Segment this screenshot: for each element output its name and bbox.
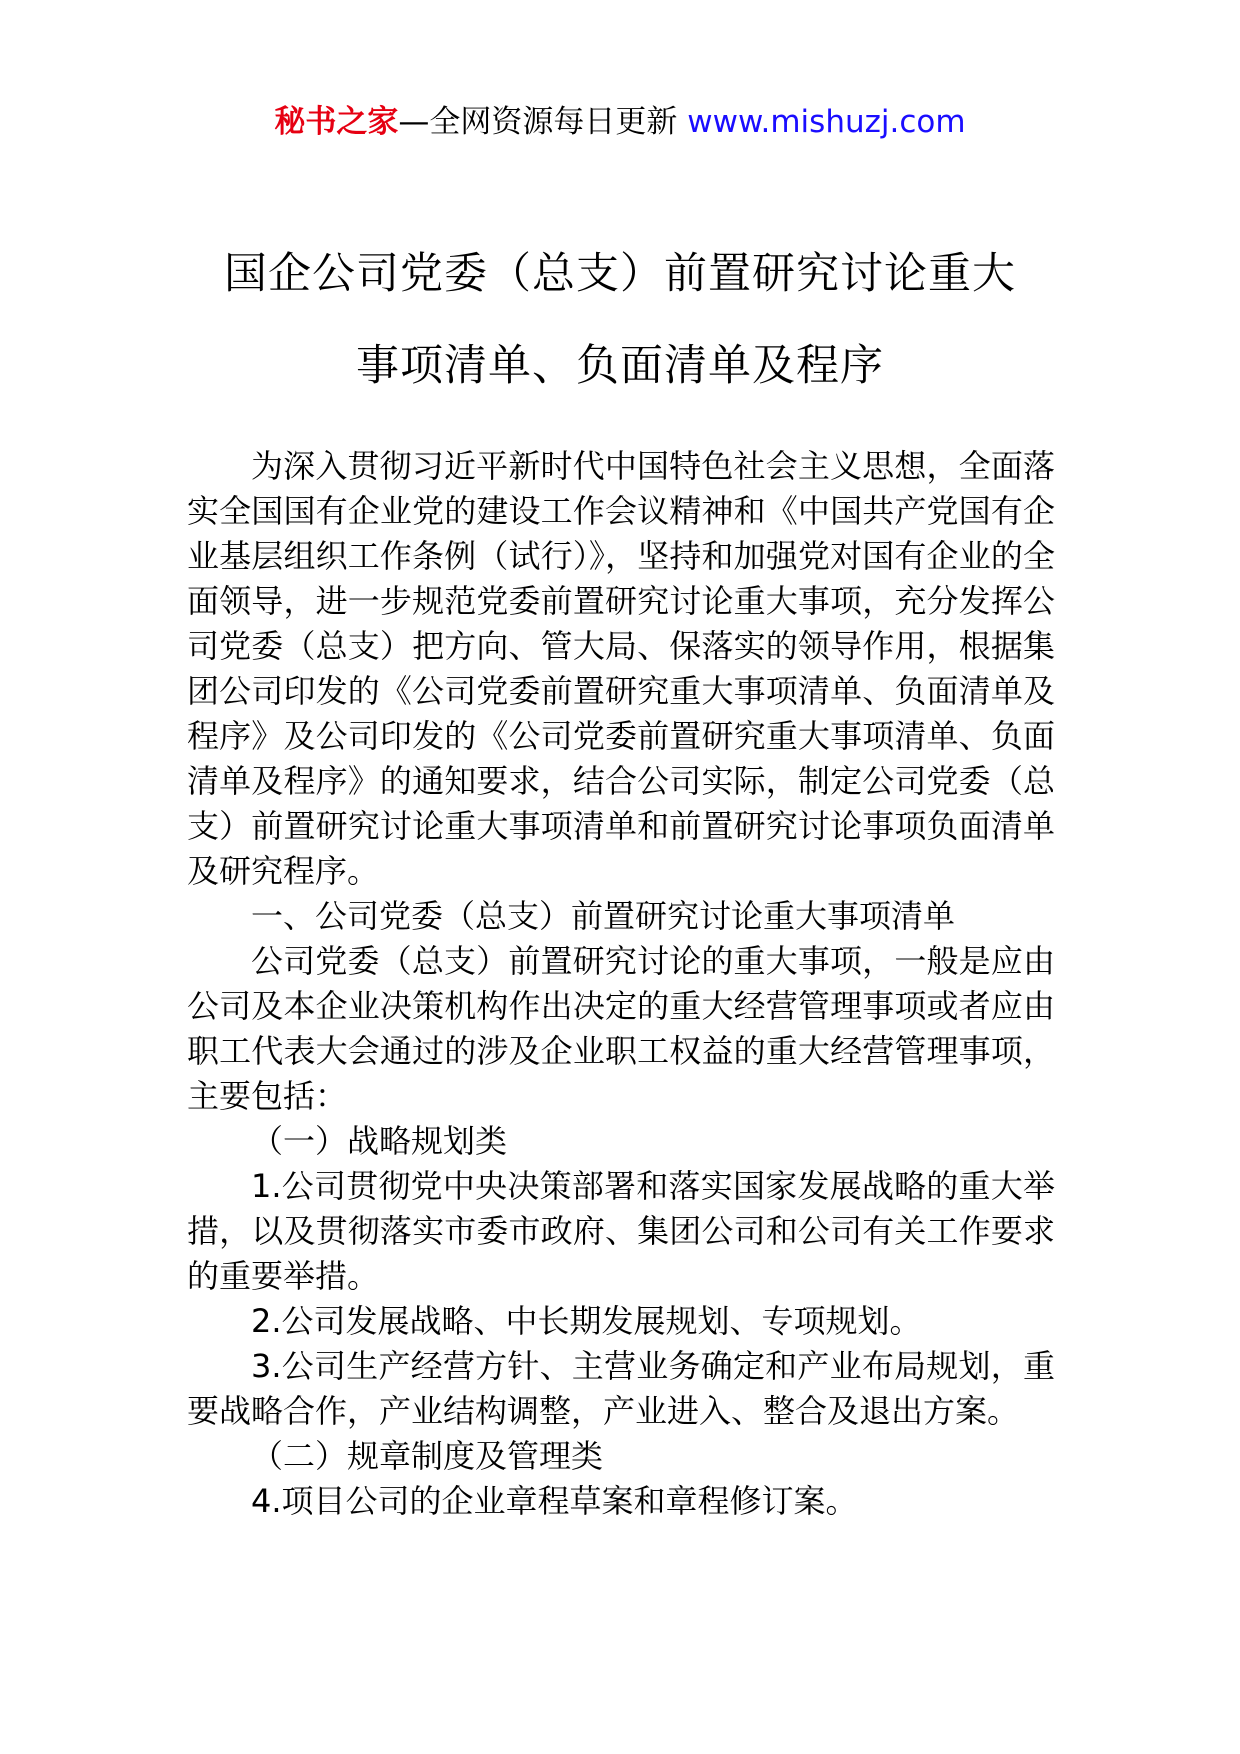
list-item-1: 1.公司贯彻党中央决策部署和落实国家发展战略的重大举措，以及贯彻落实市委市政府、集团公司和公司有关工作要求的重要举措。 [187, 1167, 1055, 1295]
header-slogan: —全网资源每日更新 [398, 104, 678, 140]
list-item-4: 4.项目公司的企业章程草案和章程修订案。 [251, 1482, 858, 1520]
subsection-heading-1: （一）战略规划类 [251, 1122, 508, 1160]
subsection-heading-2: （二）规章制度及管理类 [251, 1437, 604, 1475]
document-title [150, 228, 1090, 412]
title-line-2: 事项清单、负面清单及程序 [356, 341, 884, 391]
intro-paragraph: 为深入贯彻习近平新时代中国特色社会主义思想，全面落实全国国有企业党的建设工作会议精神和《中国共产党国有企业基层组织工作条例（试行）》，坚持和加强党对国有企业的全面领导，进一步规范党委前置研究讨论重大事项，充分发挥公司党委（总支）把方向、管大局、保落实的领导作用，根据集团公司印发的《公司党委前置研究重大事项清单、负面清单及程序》及公司印发的《公司党委前置研究重大事项清单、负面清单及程序》的通知要求，结合公司实际，制定公司党委（总支）前置研究讨论重大事项清单和前置研究讨论事项负面清单及研究程序。 [187, 447, 1055, 890]
list-item-3: 3.公司生产经营方针、主营业务确定和产业布局规划，重要战略合作，产业结构调整，产业进入、整合及退出方案。 [187, 1347, 1055, 1430]
brand-name: 秘书之家 [274, 104, 399, 140]
section-1-paragraph: 公司党委（总支）前置研究讨论的重大事项，一般是应由公司及本企业决策机构作出决定的重大经营管理事项或者应由职工代表大会通过的涉及企业职工权益的重大经营管理事项，主要包括： [187, 942, 1055, 1115]
title-line-1: 国企公司党委（总支）前置研究讨论重大 [224, 249, 1016, 299]
site-header [0, 100, 1240, 144]
document-body [187, 444, 1055, 1524]
section-heading-1: 一、公司党委（总支）前置研究讨论重大事项清单 [251, 897, 956, 935]
site-url-link[interactable]: www.mishuzj.com [687, 104, 966, 140]
list-item-2: 2.公司发展战略、中长期发展规划、专项规划。 [251, 1302, 922, 1340]
